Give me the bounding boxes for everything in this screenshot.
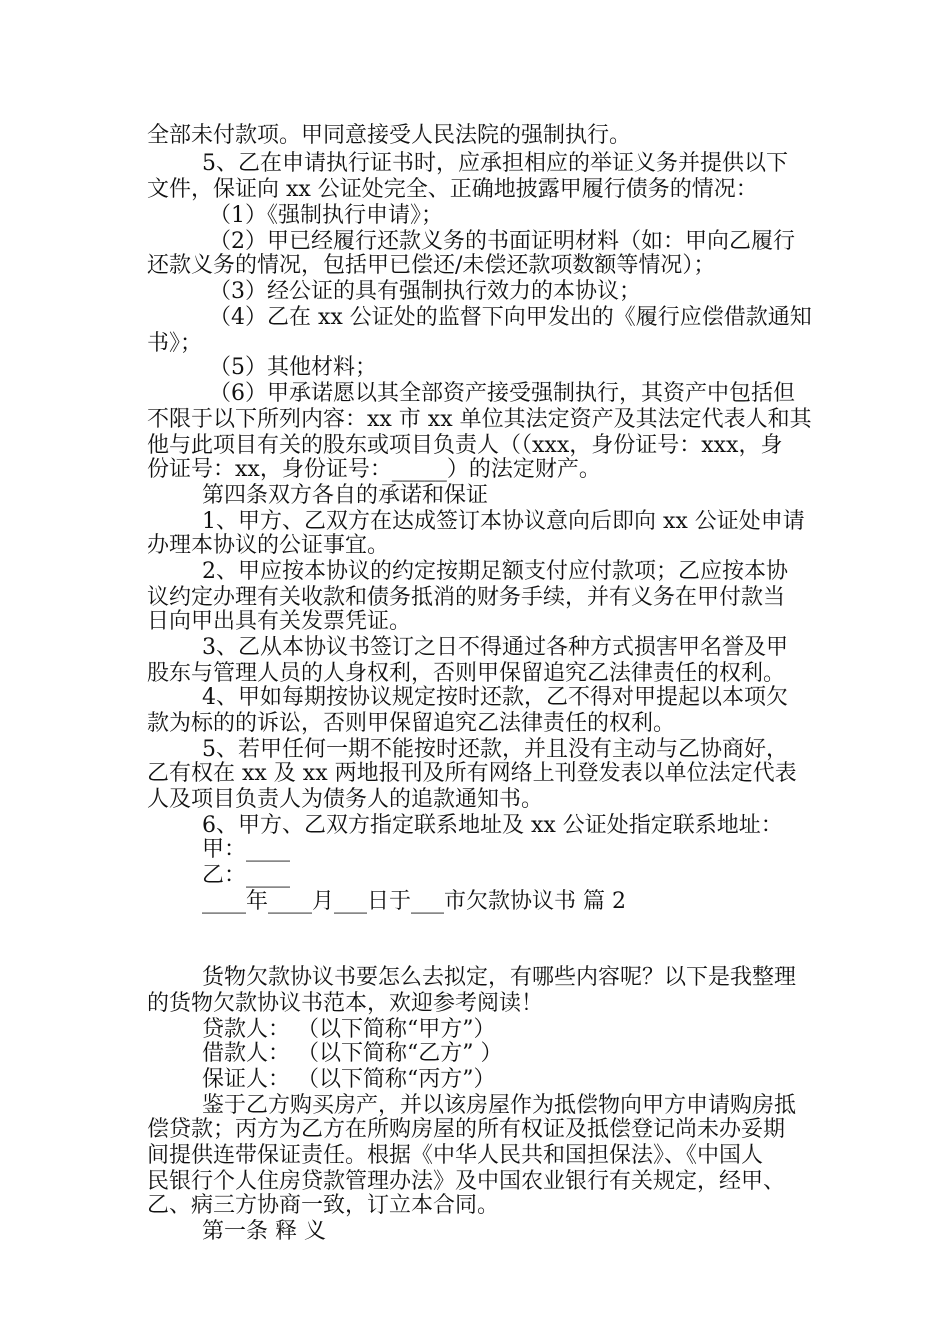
- text-line: 股东与管理人员的人身权利，否则甲保留追究乙法律责任的权利。: [147, 661, 786, 686]
- text-line: 5、若甲任何一期不能按时还款，并且没有主动与乙协商好，: [202, 737, 788, 762]
- text-line: （4）乙在 xx 公证处的监督下向甲发出的《履行应偿借款通知: [209, 305, 812, 330]
- text-line: 办理本协议的公证事宜。: [147, 533, 390, 558]
- text-line: 借款人： （以下简称“乙方” ）: [202, 1041, 503, 1066]
- text-line: 款为标的的诉讼，否则甲保留追究乙法律责任的权利。: [147, 711, 676, 736]
- text-line: 3、乙从本协议书签订之日不得通过各种方式损害甲名誉及甲: [202, 635, 788, 660]
- text-line: 间提供连带保证责任。根据《中华人民共和国担保法》、《中国人: [147, 1143, 764, 1168]
- text-line: 2、甲应按本协议的约定按期足额支付应付款项；乙应按本协: [202, 559, 788, 584]
- text-line: 5、乙在申请执行证书时，应承担相应的举证义务并提供以下: [202, 151, 788, 176]
- text-line: 乙：____: [202, 863, 291, 888]
- text-line: 鉴于乙方购买房产，并以该房屋作为抵偿物向甲方申请购房抵: [202, 1093, 797, 1118]
- section-heading: 第四条双方各自的承诺和保证: [202, 483, 489, 508]
- text-line: 货物欠款协议书要怎么去拟定，有哪些内容呢？以下是我整理: [202, 965, 797, 990]
- text-line: （3）经公证的具有强制执行效力的本协议；: [209, 279, 641, 304]
- text-line: 甲：____: [202, 837, 291, 862]
- text-line: 6、甲方、乙双方指定联系地址及 xx 公证处指定联系地址：: [202, 813, 783, 838]
- text-line: 份证号：xx，身份证号：_____）的法定财产。: [147, 457, 601, 482]
- text-line: 人及项目负责人为债务人的追款通知书。: [147, 787, 544, 812]
- text-line: （1）《强制执行申请》；: [209, 203, 443, 228]
- text-line: 不限于以下所列内容：xx 市 xx 单位其法定资产及其法定代表人和其: [147, 407, 812, 432]
- text-line: 民银行个人住房贷款管理办法》及中国农业银行有关规定，经甲、: [147, 1169, 786, 1194]
- text-line: 乙、病三方协商一致，订立本合同。: [147, 1193, 500, 1218]
- text-line: 全部未付款项。甲同意接受人民法院的强制执行。: [147, 123, 632, 148]
- text-line: 保证人： （以下简称“丙方”）: [202, 1067, 496, 1092]
- text-line: 文件，保证向 xx 公证处完全、正确地披露甲履行债务的情况：: [147, 177, 758, 202]
- section-heading: ____年____月___日于___市欠款协议书 篇 2: [202, 889, 626, 914]
- text-line: 日向甲出具有关发票凭证。: [147, 609, 412, 634]
- text-line: （5）其他材料；: [209, 355, 377, 380]
- text-line: （2）甲已经履行还款义务的书面证明材料（如：甲向乙履行: [209, 229, 795, 254]
- text-line: 书》；: [147, 331, 203, 356]
- text-line: 还款义务的情况，包括甲已偿还/未偿还款项数额等情况）；: [147, 253, 716, 278]
- text-line: 偿贷款；丙方为乙方在所购房屋的所有权证及抵偿登记尚未办妥期: [147, 1117, 786, 1142]
- text-line: （6）甲承诺愿以其全部资产接受强制执行，其资产中包括但: [209, 381, 795, 406]
- text-line: 贷款人： （以下简称“甲方”）: [202, 1017, 496, 1042]
- section-heading: 第一条 释 义: [202, 1219, 326, 1244]
- text-line: 1、甲方、乙双方在达成签订本协议意向后即向 xx 公证处申请: [202, 509, 805, 534]
- text-line: 的货物欠款协议书范本，欢迎参考阅读！: [147, 991, 544, 1016]
- text-line: 4、甲如每期按协议规定按时还款，乙不得对甲提起以本项欠: [202, 685, 788, 710]
- text-line: 议约定办理有关收款和债务抵消的财务手续，并有义务在甲付款当: [147, 585, 786, 610]
- text-line: 他与此项目有关的股东或项目负责人（（xxx，身份证号：xxx，身: [147, 433, 783, 458]
- text-line: 乙有权在 xx 及 xx 两地报刊及所有网络上刊登发表以单位法定代表: [147, 761, 797, 786]
